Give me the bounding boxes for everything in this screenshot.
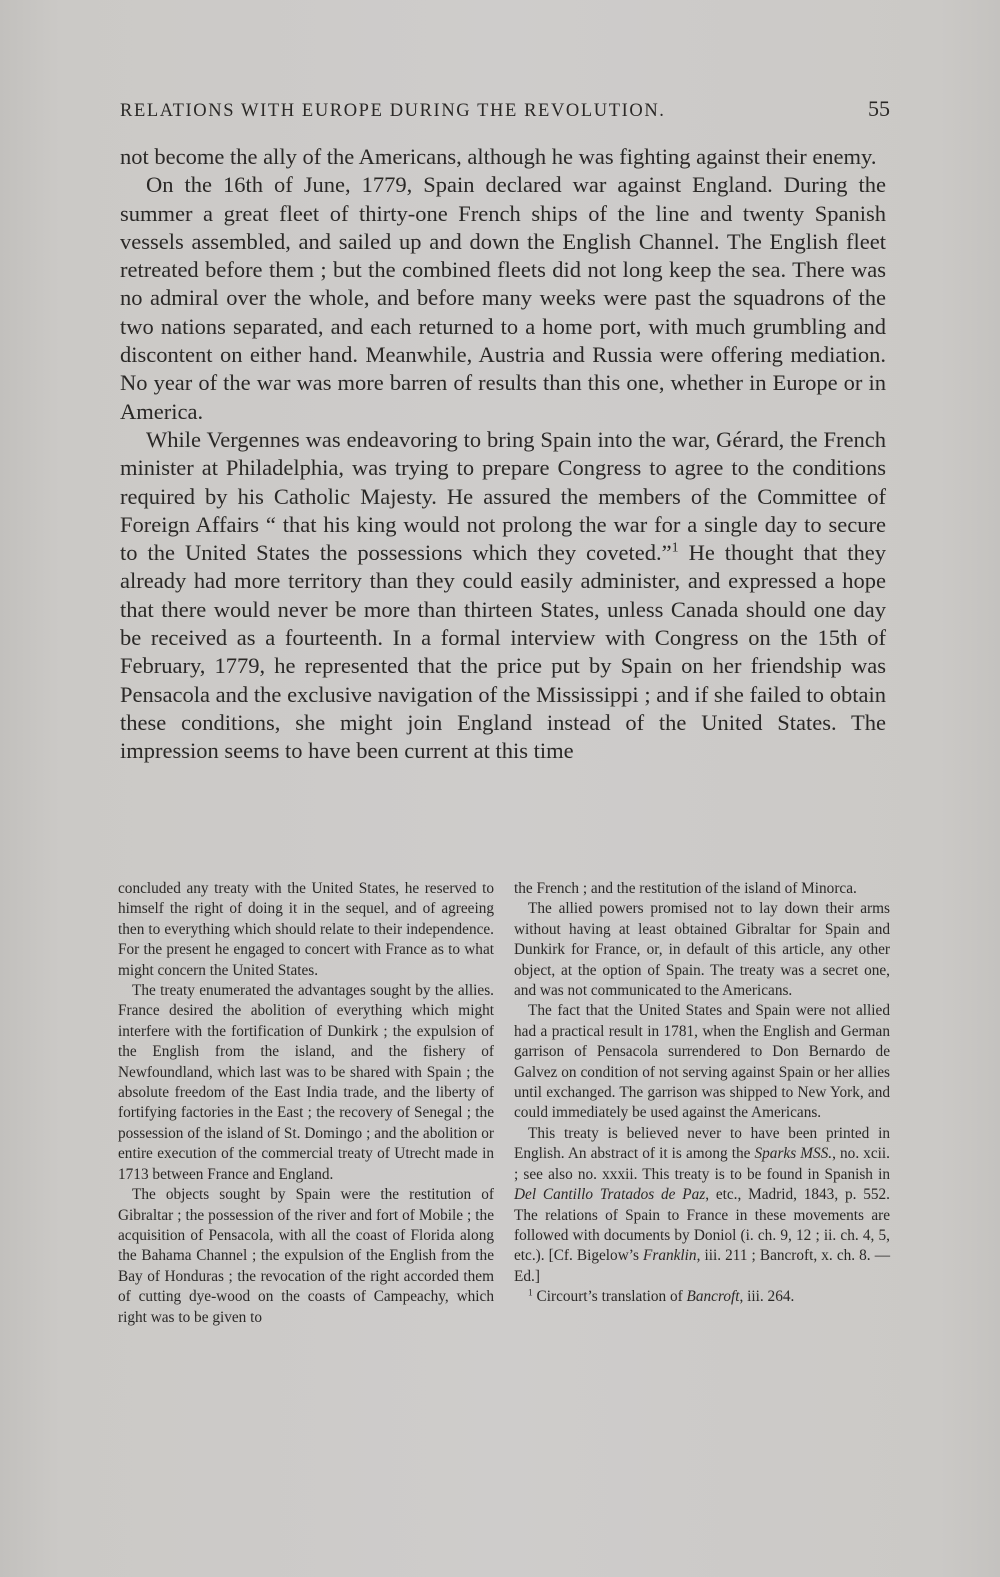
footnote-1 (514, 1287, 890, 1307)
footnote-paragraph: The treaty enumerated the advantages sought by the allies. France desired the abolition of everything which might interfere with the fortification of Dunkirk ; the expulsion of the English from the island, and the fishery of Newfoundland, which last was to be shared with Spain ; the absolute freedom of the East India trade, and the liberty of fortifying factories in the East ; the recovery of Senegal ; the possession of the island of St. Domingo ; and the abolition or entire execution of the commercial treaty of Utrecht made in 1713 between France and England. (118, 982, 494, 1183)
main-text (120, 143, 886, 766)
page-number: 55 (868, 96, 890, 121)
running-title: RELATIONS WITH EUROPE DURING THE REVOLUTION. (120, 101, 666, 121)
footnote-paragraph: The allied powers promised not to lay down their arms without having at least obtained Gibraltar for Spain and Dunkirk for France, or, in default of this article, any other object, at the option of Spain. The treaty was a secret one, and was not communicated to the Americans. (514, 900, 890, 1000)
footnote-marker: 1 (528, 1288, 533, 1299)
citation-title: Bancroft (686, 1288, 740, 1306)
paragraph-text: He thought that they already had more territory than they could easily administer, and expressed a hope that there would never be more than thirteen States, unless Canada should one day be received as a fourteenth. In a formal interview with Congress on the 15th of February, 1779, he represented that the price put by Spain on her friendship was Pensacola and the exclusive navigation of the Mississippi ; and if she failed to obtain these conditions, she might join England instead of the United States. The impression seems to have been current at this time (120, 540, 887, 764)
footnote-column-right (514, 879, 890, 1328)
paragraph (120, 426, 886, 766)
footnote-text: Circourt’s translation of (532, 1288, 687, 1306)
citation-title: Franklin (643, 1247, 697, 1265)
footnote-paragraph (514, 1124, 890, 1287)
citation-title: Del Cantillo Tratados de Paz (514, 1186, 706, 1204)
footnote-paragraph: the French ; and the restitution of the island of Minorca. (514, 880, 857, 897)
footnote-paragraph: concluded any treaty with the United States, he reserved to himself the right of doing it in the sequel, and of agreeing then to everything which should relate to their independence. For the present he engaged to concert with France as to what might concern the United States. (118, 880, 494, 979)
footnote-column-left (118, 879, 494, 1328)
footnote-text: , iii. 211 ; Bancroft, x. ch. 8. — Ed.] (514, 1247, 890, 1285)
footnote-reference: 1 (671, 540, 679, 556)
paragraph-text: While Vergennes was endeavoring to bring Spain into the war, Gérard, the French minister at Philadelphia, was trying to prepare Congress to agree to the conditions required by his Catholic Majesty. He assured the members of the Committee of Foreign Affairs “ that his king would not prolong the war for a single day to secure to the United States the possessions which they coveted.” (120, 426, 886, 566)
footnote-text: , iii. 264. (739, 1288, 795, 1306)
footnote-text: This treaty is believed never to have been printed in English. An abstract of it is among the (514, 1124, 890, 1163)
footnote-text: , no. xcii. ; see also no. xxxii. This treaty is to be found in Spanish in (514, 1145, 891, 1183)
footnote-text: , etc., Madrid, 1843, p. 552. The relations of Spain to France in these movements are followed with documents by Doniol (i. ch. 9, 12 ; ii. ch. 4, 5, etc.). [Cf. Bigelow’s (514, 1186, 890, 1265)
footnote-paragraph: The fact that the United States and Spain were not allied had a practical result in 1781, when the English and German garrison of Pensacola surrendered to Don Bernardo de Galvez on condition of not serving against Spain or her allies until exchanged. The garrison was shipped to New York, and could immediately be used against the Americans. (514, 1002, 890, 1122)
paragraph: On the 16th of June, 1779, Spain declared war against England. During the summer a great fleet of thirty-one French ships of the line and twenty Spanish vessels assembled, and sailed up and down the English Channel. The English fleet retreated before them ; but the combined fleets did not long keep the sea. There was no admiral over the whole, and before many weeks were past the squadrons of the two nations separated, and each returned to a home port, with much grumbling and discontent on either hand. Meanwhile, Austria and Russia were offering mediation. No year of the war was more barren of results than this one, whether in Europe or in America. (120, 172, 886, 424)
paragraph: not become the ally of the Americans, although he was fighting against their enemy. (120, 144, 877, 169)
footnote-paragraph: The objects sought by Spain were the restitution of Gibraltar ; the possession of the river and fort of Mobile ; the acquisition of Pensacola, with all the coast of Florida along the Bahama Channel ; the expulsion of the English from the Bay of Honduras ; the revocation of the right accorded them of cutting dye-wood on the coasts of Campeachy, which right was to be given to (118, 1186, 494, 1326)
footnotes (118, 879, 890, 1328)
citation-title: Sparks MSS. (754, 1145, 833, 1163)
running-header (120, 96, 890, 122)
